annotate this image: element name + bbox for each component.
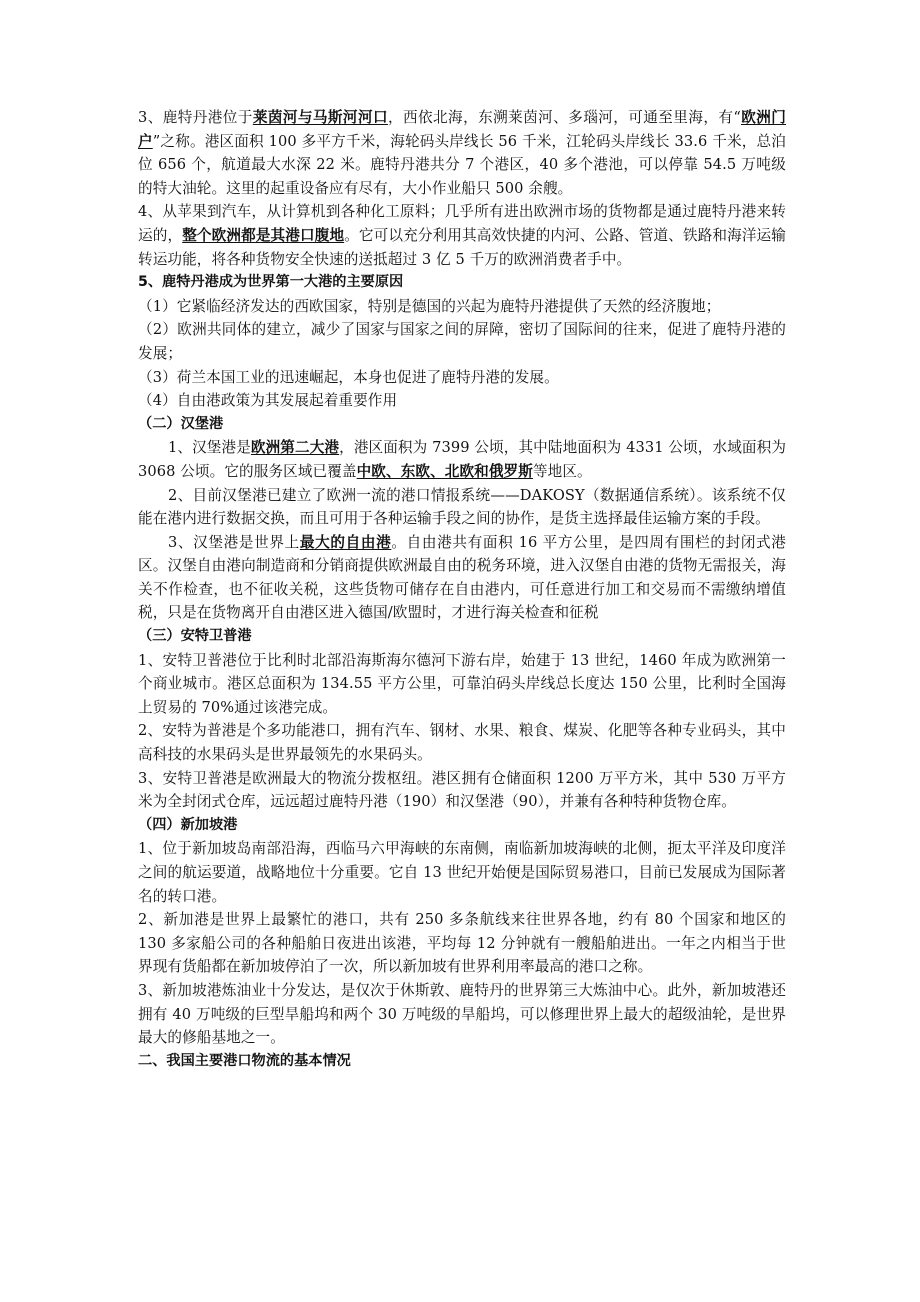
paragraph	[138, 837, 786, 908]
paragraph	[138, 200, 786, 271]
paragraph	[138, 649, 786, 720]
emphasis-text: 中欧、东欧、北欧和俄罗斯	[356, 462, 533, 480]
emphasis-text: 欧洲门户	[138, 109, 786, 150]
text-run: 2、新加港是世界上最繁忙的港口，共有 250 多条航线来往世界各地，约有 80 个国家和地区的 130 多家船公司的各种船舶日夜进出该港，平均每 12 分钟就有一艘船舶进出。一年之内相当于世界现有货船都在新加坡停泊了一次，所以新加坡有世界利用率最高的港口之称。	[138, 911, 786, 976]
section-heading: 5、鹿特丹港成为世界第一大港的主要原因	[138, 274, 404, 291]
section-heading: （三）安特卫普港	[138, 628, 252, 645]
paragraph	[138, 979, 786, 1050]
text-run: （1）它紧临经济发达的西欧国家，特别是德国的兴起为鹿特丹港提供了天然的经济腹地；	[138, 297, 721, 315]
emphasis-text: 莱茵河与马斯河河口	[252, 109, 388, 126]
paragraph	[138, 531, 786, 625]
emphasis-text: 欧洲第二大港	[250, 439, 340, 457]
text-run: （3）荷兰本国工业的迅速崛起，本身也促进了鹿特丹港的发展。	[138, 368, 559, 386]
paragraph	[138, 366, 786, 390]
text-run: 等地区。	[532, 462, 592, 480]
emphasis-text: 最大的自由港	[299, 533, 392, 551]
text-run: 3、汉堡港是世界上	[168, 533, 300, 551]
paragraph	[138, 318, 786, 365]
text-run: 4、从苹果到汽车，从计算机到各种化工原料；几乎所有进出欧洲市场的货物都是通过鹿特丹港来转运的，	[138, 203, 786, 244]
text-run: 2、安特为普港是个多功能港口，拥有汽车、钢材、水果、粮食、煤炭、化肥等各种专业码头，其中高科技的水果码头是世界最领先的水果码头。	[138, 722, 786, 764]
text-run: ，港区面积为 7399 公顷，其中陆地面积为 4331 公顷，水域面积为 3068 公顷。它的服务区域已覆盖	[138, 439, 787, 480]
paragraph	[138, 436, 786, 483]
paragraph	[138, 719, 786, 766]
text-run: （4）自由港政策为其发展起着重要作用	[138, 392, 398, 410]
text-run: 。自由港共有面积 16 平方公里，是四周有围栏的封闭式港区。汉堡自由港向制造商和分销商提供欧洲最自由的税务环境，进入汉堡自由港的货物无需报关，海关不作检查，也不征收关税，这些货物可储存在自由港内，可任意进行加工和交易而不需缴纳增值税，只是在货物离开自由港区进入德国/欧盟时，才进行海关检查和征税	[138, 533, 786, 622]
paragraph	[138, 106, 786, 200]
section-heading: 二、我国主要港口物流的基本情况	[138, 1052, 351, 1069]
text-run: 3、新加坡港炼油业十分发达，是仅次于休斯敦、鹿特丹的世界第三大炼油中心。此外，新加坡港还拥有 40 万吨级的巨型旱船坞和两个 30 万吨级的旱船坞，可以修理世界上最大的超级油轮，是世界最大的修船基地之一。	[138, 981, 786, 1047]
section-heading: （四）新加坡港	[138, 816, 238, 833]
text-run: 3、鹿特丹港位于	[138, 109, 253, 126]
text-run: （2）欧洲共同体的建立，减少了国家与国家之间的屏障，密切了国际间的往来，促进了鹿特丹港的发展；	[138, 321, 786, 362]
text-run: 1、位于新加坡岛南部沿海，西临马六甲海峡的东南侧，南临新加坡海峡的北侧，扼太平洋及印度洋之间的航运要道，战略地位十分重要。它自 13 世纪开始便是国际贸易港口，目前已发展成为国际著名的转口港。	[138, 840, 786, 905]
text-run: ，西依北海，东溯莱茵河、多瑙河，可通至里海，有“	[387, 109, 741, 126]
paragraph	[138, 908, 786, 979]
section-heading: （二）汉堡港	[138, 415, 224, 432]
paragraph	[138, 484, 786, 531]
text-run: 2、目前汉堡港已建立了欧洲一流的港口情报系统——DAKOSY（数据通信系统）。该系统不仅能在港内进行数据交换，而且可用于各种运输手段之间的协作，是货主选择最佳运输方案的手段。	[138, 486, 786, 528]
paragraph	[138, 389, 786, 413]
paragraph	[138, 295, 786, 319]
text-run: 3、安特卫普港是欧洲最大的物流分拨枢纽。港区拥有仓储面积 1200 万平方米，其中 530 万平方米为全封闭式仓库，远远超过鹿特丹港（190）和汉堡港（90），并兼有各种特种货物仓库。	[138, 769, 786, 811]
text-run: 1、安特卫普港位于比利时北部沿海斯海尔德河下游右岸，始建于 13 世纪，1460 年成为欧洲第一个商业城市。港区总面积为 134.55 平方公里，可靠泊码头岸线总长度达 150 公里，比利时全国海上贸易的 70%通过该港完成。	[138, 651, 786, 716]
text-run: 。它可以充分利用其高效快捷的内河、公路、管道、铁路和海洋运输转运功能，将各种货物安全快速的送抵超过 3 亿 5 千万的欧洲消费者手中。	[138, 226, 786, 268]
text-run: 1、汉堡港是	[168, 439, 251, 457]
text-run: ”之称。港区面积 100 多平方千米，海轮码头岸线长 56 千米，江轮码头岸线长 33.6 千米，总泊位 656 个，航道最大水深 22 米。鹿特丹港共分 7 个港区，40 多个港池，可以停靠 54.5 万吨级的特大油轮。这里的起重设备应有尽有，大小作业船只 500 余艘。	[138, 132, 786, 197]
emphasis-text: 整个欧洲都是其港口腹地	[182, 226, 345, 244]
paragraph	[138, 767, 786, 814]
